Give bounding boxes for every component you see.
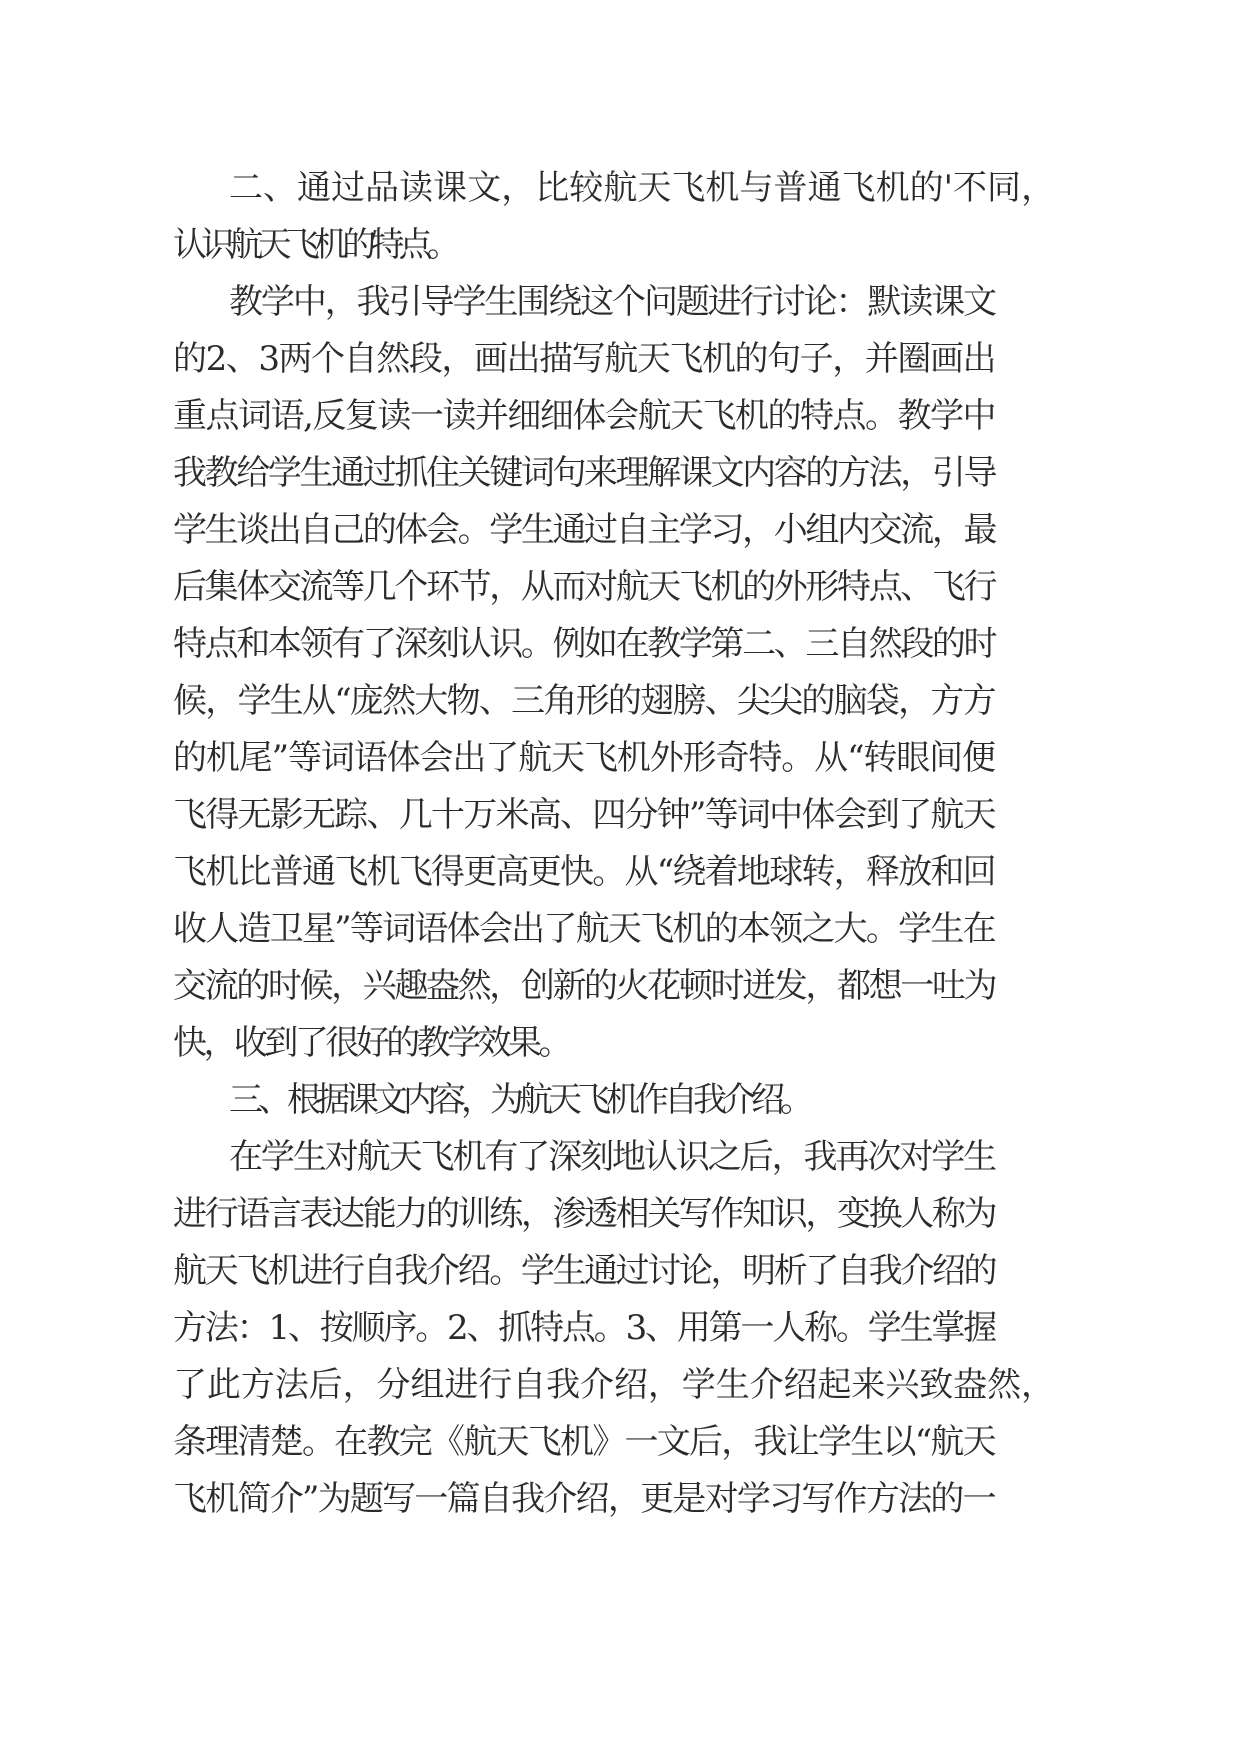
text-line (0, 500, 1241, 560)
line-text: 的机尾”等词语体会出了航天飞机外形奇特。从“转眼间便 (173, 738, 995, 778)
text-line (0, 899, 1241, 959)
text-line (0, 158, 1241, 218)
text-line (0, 215, 1241, 275)
text-line (0, 1184, 1241, 1244)
line-text: 快，收到了很好的教学效果。 (173, 1023, 569, 1063)
text-line (0, 272, 1241, 332)
line-text: 条理清楚。在教完《航天飞机》一文后，我让学生以“航天 (173, 1422, 995, 1462)
line-text: 收人造卫星”等词语体会出了航天飞机的本领之大。学生在 (173, 909, 995, 949)
text-line (0, 1298, 1241, 1358)
text-line (0, 614, 1241, 674)
line-text: 了此方法后，分组进行自我介绍，学生介绍起来兴致盎然， (173, 1365, 1055, 1405)
line-text: 航天飞机进行自我介绍。学生通过讨论，明析了自我介绍的 (173, 1251, 996, 1291)
text-line (0, 1412, 1241, 1472)
text-line (0, 557, 1241, 617)
text-line (0, 1469, 1241, 1529)
line-text: 飞得无影无踪、几十万米高、四分钟”等词中体会到了航天 (173, 795, 995, 835)
text-line (0, 1355, 1241, 1415)
text-line (0, 443, 1241, 503)
line-text: 交流的时候，兴趣盎然，创新的火花顿时迸发，都想一吐为 (173, 966, 996, 1006)
line-text: 三、根据课文内容，为航天飞机作自我介绍。 (229, 1080, 809, 1120)
line-text: 特点和本领有了深刻认识。例如在教学第二、三自然段的时 (173, 624, 996, 664)
text-line (0, 1241, 1241, 1301)
line-text: 教学中，我引导学生围绕这个问题进行讨论：默读课文 (229, 282, 996, 322)
line-text: 后集体交流等几个环节，从而对航天飞机的外形特点、飞行 (173, 567, 996, 607)
line-text: 的2、3两个自然段，画出描写航天飞机的句子，并圈画出 (173, 339, 996, 379)
line-text: 在学生对航天飞机有了深刻地认识之后，我再次对学生 (229, 1137, 996, 1177)
text-line (0, 386, 1241, 446)
text-line (0, 1013, 1241, 1073)
line-text: 我教给学生通过抓住关键词句来理解课文内容的方法，引导 (173, 453, 996, 493)
line-text: 认识航天飞机的特点。 (173, 225, 455, 265)
line-text: 重点词语,反复读一读并细细体会航天飞机的特点。教学中 (173, 396, 996, 436)
line-text: 候，学生从“庞然大物、三角形的翅膀、尖尖的脑袋，方方 (173, 681, 995, 721)
line-text: 飞机简介”为题写一篇自我介绍，更是对学习写作方法的一 (173, 1479, 995, 1519)
line-text: 学生谈出自己的体会。学生通过自主学习，小组内交流，最 (173, 510, 996, 550)
text-line (0, 842, 1241, 902)
text-line (0, 1070, 1241, 1130)
line-text: 进行语言表达能力的训练，渗透相关写作知识，变换人称为 (173, 1194, 996, 1234)
text-line (0, 728, 1241, 788)
text-line (0, 671, 1241, 731)
line-text: 二、通过品读课文，比较航天飞机与普通飞机的'不同， (229, 168, 1056, 208)
text-line (0, 1127, 1241, 1187)
line-text: 飞机比普通飞机飞得更高更快。从“绕着地球转，释放和回 (173, 852, 995, 892)
text-line (0, 329, 1241, 389)
line-text: 方法：1、按顺序。2、抓特点。3、用第一人称。学生掌握 (173, 1308, 996, 1348)
text-line (0, 956, 1241, 1016)
text-line (0, 785, 1241, 845)
